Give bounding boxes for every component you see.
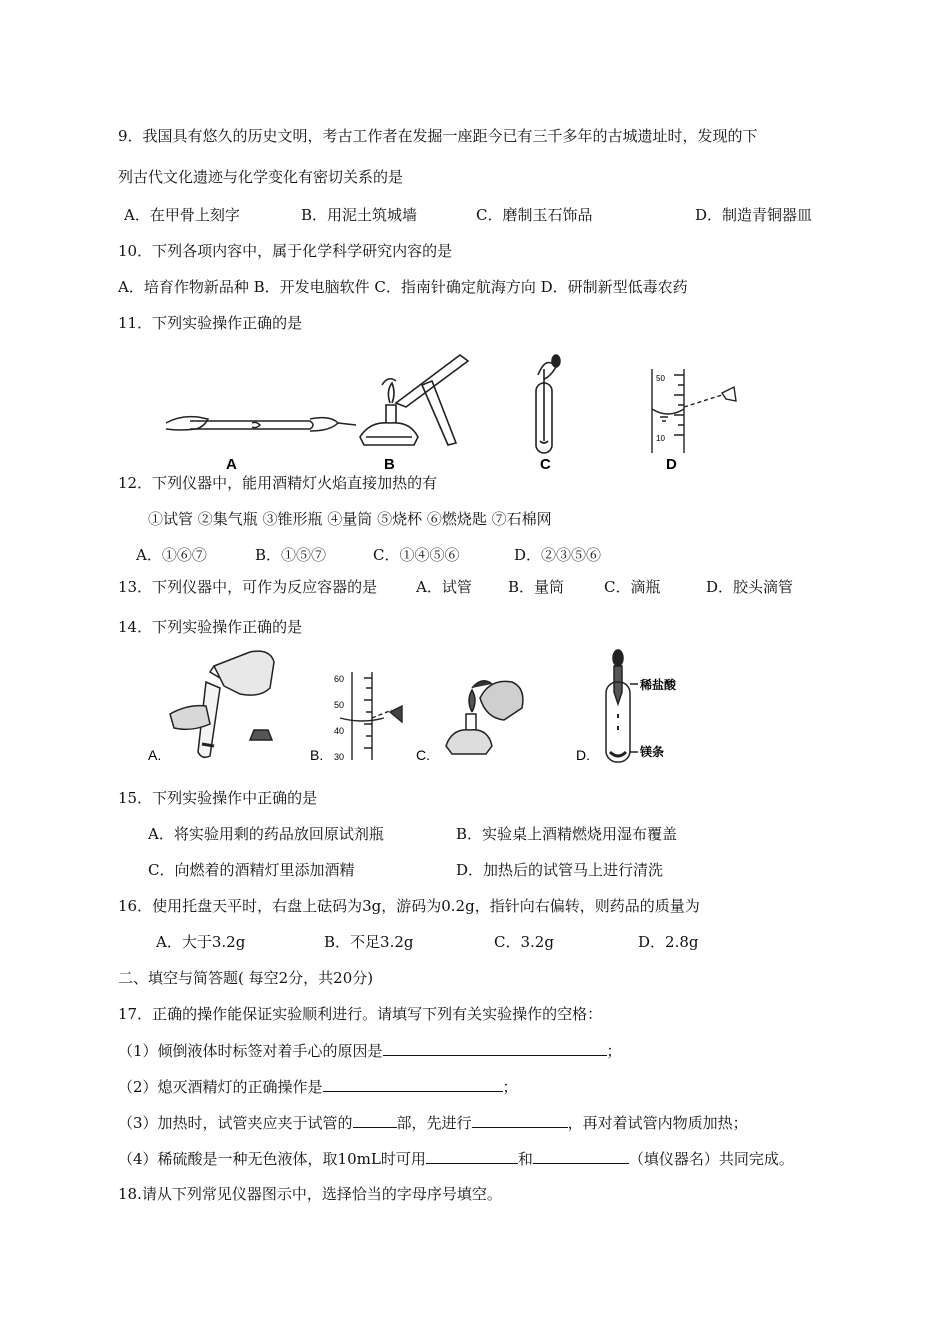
q14-figure: [140, 648, 720, 768]
q14-fig-b: [340, 672, 402, 760]
q17-blank-6[interactable]: [533, 1148, 629, 1164]
q11-fig-b: [360, 355, 468, 445]
q15-option-d: D．加热后的试管马上进行清洗: [456, 861, 664, 879]
q9-option-a: A．在甲骨上刻字: [124, 206, 240, 224]
q17-stem: 17．正确的操作能保证实验顺利进行。请填写下列有关实验操作的空格：: [118, 1005, 603, 1023]
q17-blank-3[interactable]: [353, 1112, 397, 1128]
q14-stem: 14．下列实验操作正确的是: [118, 618, 303, 636]
q17-line4: [118, 1148, 794, 1169]
q12-option-c: C．①④⑤⑥: [373, 546, 460, 564]
q17-line2: [118, 1076, 518, 1097]
section2-heading: 二、填空与简答题( 每空2分，共20分): [118, 969, 374, 987]
q11-fig-a: [166, 417, 356, 431]
q17-line3-text: （3）加热时，试管夹应夹于试管的: [118, 1114, 353, 1132]
q10-options: A．培育作物新品种 B．开发电脑软件 C．指南针确定航海方向 D．研制新型低毒农药: [118, 278, 688, 296]
q17-line1-end: ；: [606, 1042, 622, 1060]
q14-tick-30: 30: [334, 752, 345, 762]
q11-tick-10: 10: [656, 434, 665, 443]
q9-option-d: D．制造青铜器皿: [695, 206, 813, 224]
q11-label-b: B: [384, 456, 395, 473]
q15-stem: 15．下列实验操作中正确的是: [118, 789, 318, 807]
q17-line3: [118, 1112, 748, 1133]
q12-option-d: D．②③⑤⑥: [514, 546, 602, 564]
q12-stem: 12．下列仪器中，能用酒精灯火焰直接加热的有: [118, 474, 438, 492]
q9-option-b: B．用泥土筑城墙: [301, 206, 418, 224]
q18-stem: 18.请从下列常见仪器图示中，选择恰当的字母序号填空。: [118, 1185, 502, 1203]
q17-line3-end: ，再对着试管内物质加热；: [567, 1114, 748, 1132]
q11-figure: [160, 345, 780, 475]
q14-mg-label: 镁条: [640, 745, 665, 759]
q17-line4-text: （4）稀硫酸是一种无色液体，取10mL时可用: [118, 1150, 426, 1168]
q14-label-b: B.: [310, 747, 324, 763]
q11-tick-50: 50: [656, 374, 665, 383]
q14-label-a: A.: [148, 747, 162, 763]
q9-option-c: C．磨制玉石饰品: [476, 206, 593, 224]
q14-tick-50: 50: [334, 700, 345, 710]
q17-line4-end: （填仪器名）共同完成。: [628, 1150, 794, 1168]
q11-label-c: C: [540, 456, 551, 473]
q14-fig-a: [170, 651, 274, 757]
q14-fig-c: [446, 681, 523, 754]
q14-fig-d: [606, 650, 638, 762]
q12-option-b: B．①⑤⑦: [255, 546, 327, 564]
q14-label-d: D.: [576, 747, 590, 763]
q14-tick-40: 40: [334, 726, 345, 736]
q17-line1: [118, 1040, 622, 1061]
q13-option-d: D．胶头滴管: [706, 578, 794, 596]
q16-stem: 16．使用托盘天平时，右盘上砝码为3g，游码为0.2g，指针向右偏转，则药品的质量为: [118, 897, 700, 915]
q16-option-b: B．不足3.2g: [324, 933, 414, 951]
q17-line1-text: （1）倾倒液体时标签对着手心的原因是: [118, 1042, 383, 1060]
q14-tick-60: 60: [334, 674, 345, 684]
q15-option-a: A．将实验用剩的药品放回原试剂瓶: [148, 825, 384, 843]
q13-option-a: A．试管: [416, 578, 472, 596]
q13-option-b: B．量筒: [508, 578, 565, 596]
q16-option-c: C．3.2g: [494, 933, 554, 951]
q14-label-c: C.: [416, 747, 430, 763]
q17-blank-2[interactable]: [323, 1076, 503, 1092]
q15-option-b: B．实验桌上酒精燃烧用湿布覆盖: [456, 825, 678, 843]
q17-line2-text: （2）熄灭酒精灯的正确操作是: [118, 1078, 323, 1096]
q17-blank-4[interactable]: [472, 1112, 568, 1128]
q14-dilute-hcl-label: 稀盐酸: [640, 678, 677, 692]
q16-option-d: D．2.8g: [638, 933, 699, 951]
q17-line4-mid: 和: [517, 1150, 533, 1168]
q11-stem: 11．下列实验操作正确的是: [118, 314, 303, 332]
q11-label-d: D: [666, 456, 677, 473]
q17-blank-5[interactable]: [426, 1148, 518, 1164]
q10-stem: 10．下列各项内容中，属于化学科学研究内容的是: [118, 242, 453, 260]
q12-option-a: A．①⑥⑦: [136, 546, 207, 564]
q16-option-a: A．大于3.2g: [156, 933, 246, 951]
q11-fig-c: [536, 355, 560, 453]
q9-stem-line2: 列古代文化遗迹与化学变化有密切关系的是: [118, 168, 404, 186]
q13-option-c: C．滴瓶: [604, 578, 661, 596]
q17-line2-end: ；: [502, 1078, 518, 1096]
q17-line3-mid: 部，先进行: [396, 1114, 472, 1132]
q13-stem: 13．下列仪器中，可作为反应容器的是: [118, 578, 378, 596]
q9-stem-line1: 9．我国具有悠久的历史文明，考古工作者在发掘一座距今已有三千多年的古城遗址时，发现的下: [118, 127, 758, 145]
q17-blank-1[interactable]: [383, 1040, 607, 1056]
q12-items: ①试管 ②集气瓶 ③锥形瓶 ④量筒 ⑤烧杯 ⑥燃烧匙 ⑦石棉网: [148, 510, 552, 528]
q15-option-c: C．向燃着的酒精灯里添加酒精: [148, 861, 355, 879]
q11-label-a: A: [226, 456, 237, 473]
